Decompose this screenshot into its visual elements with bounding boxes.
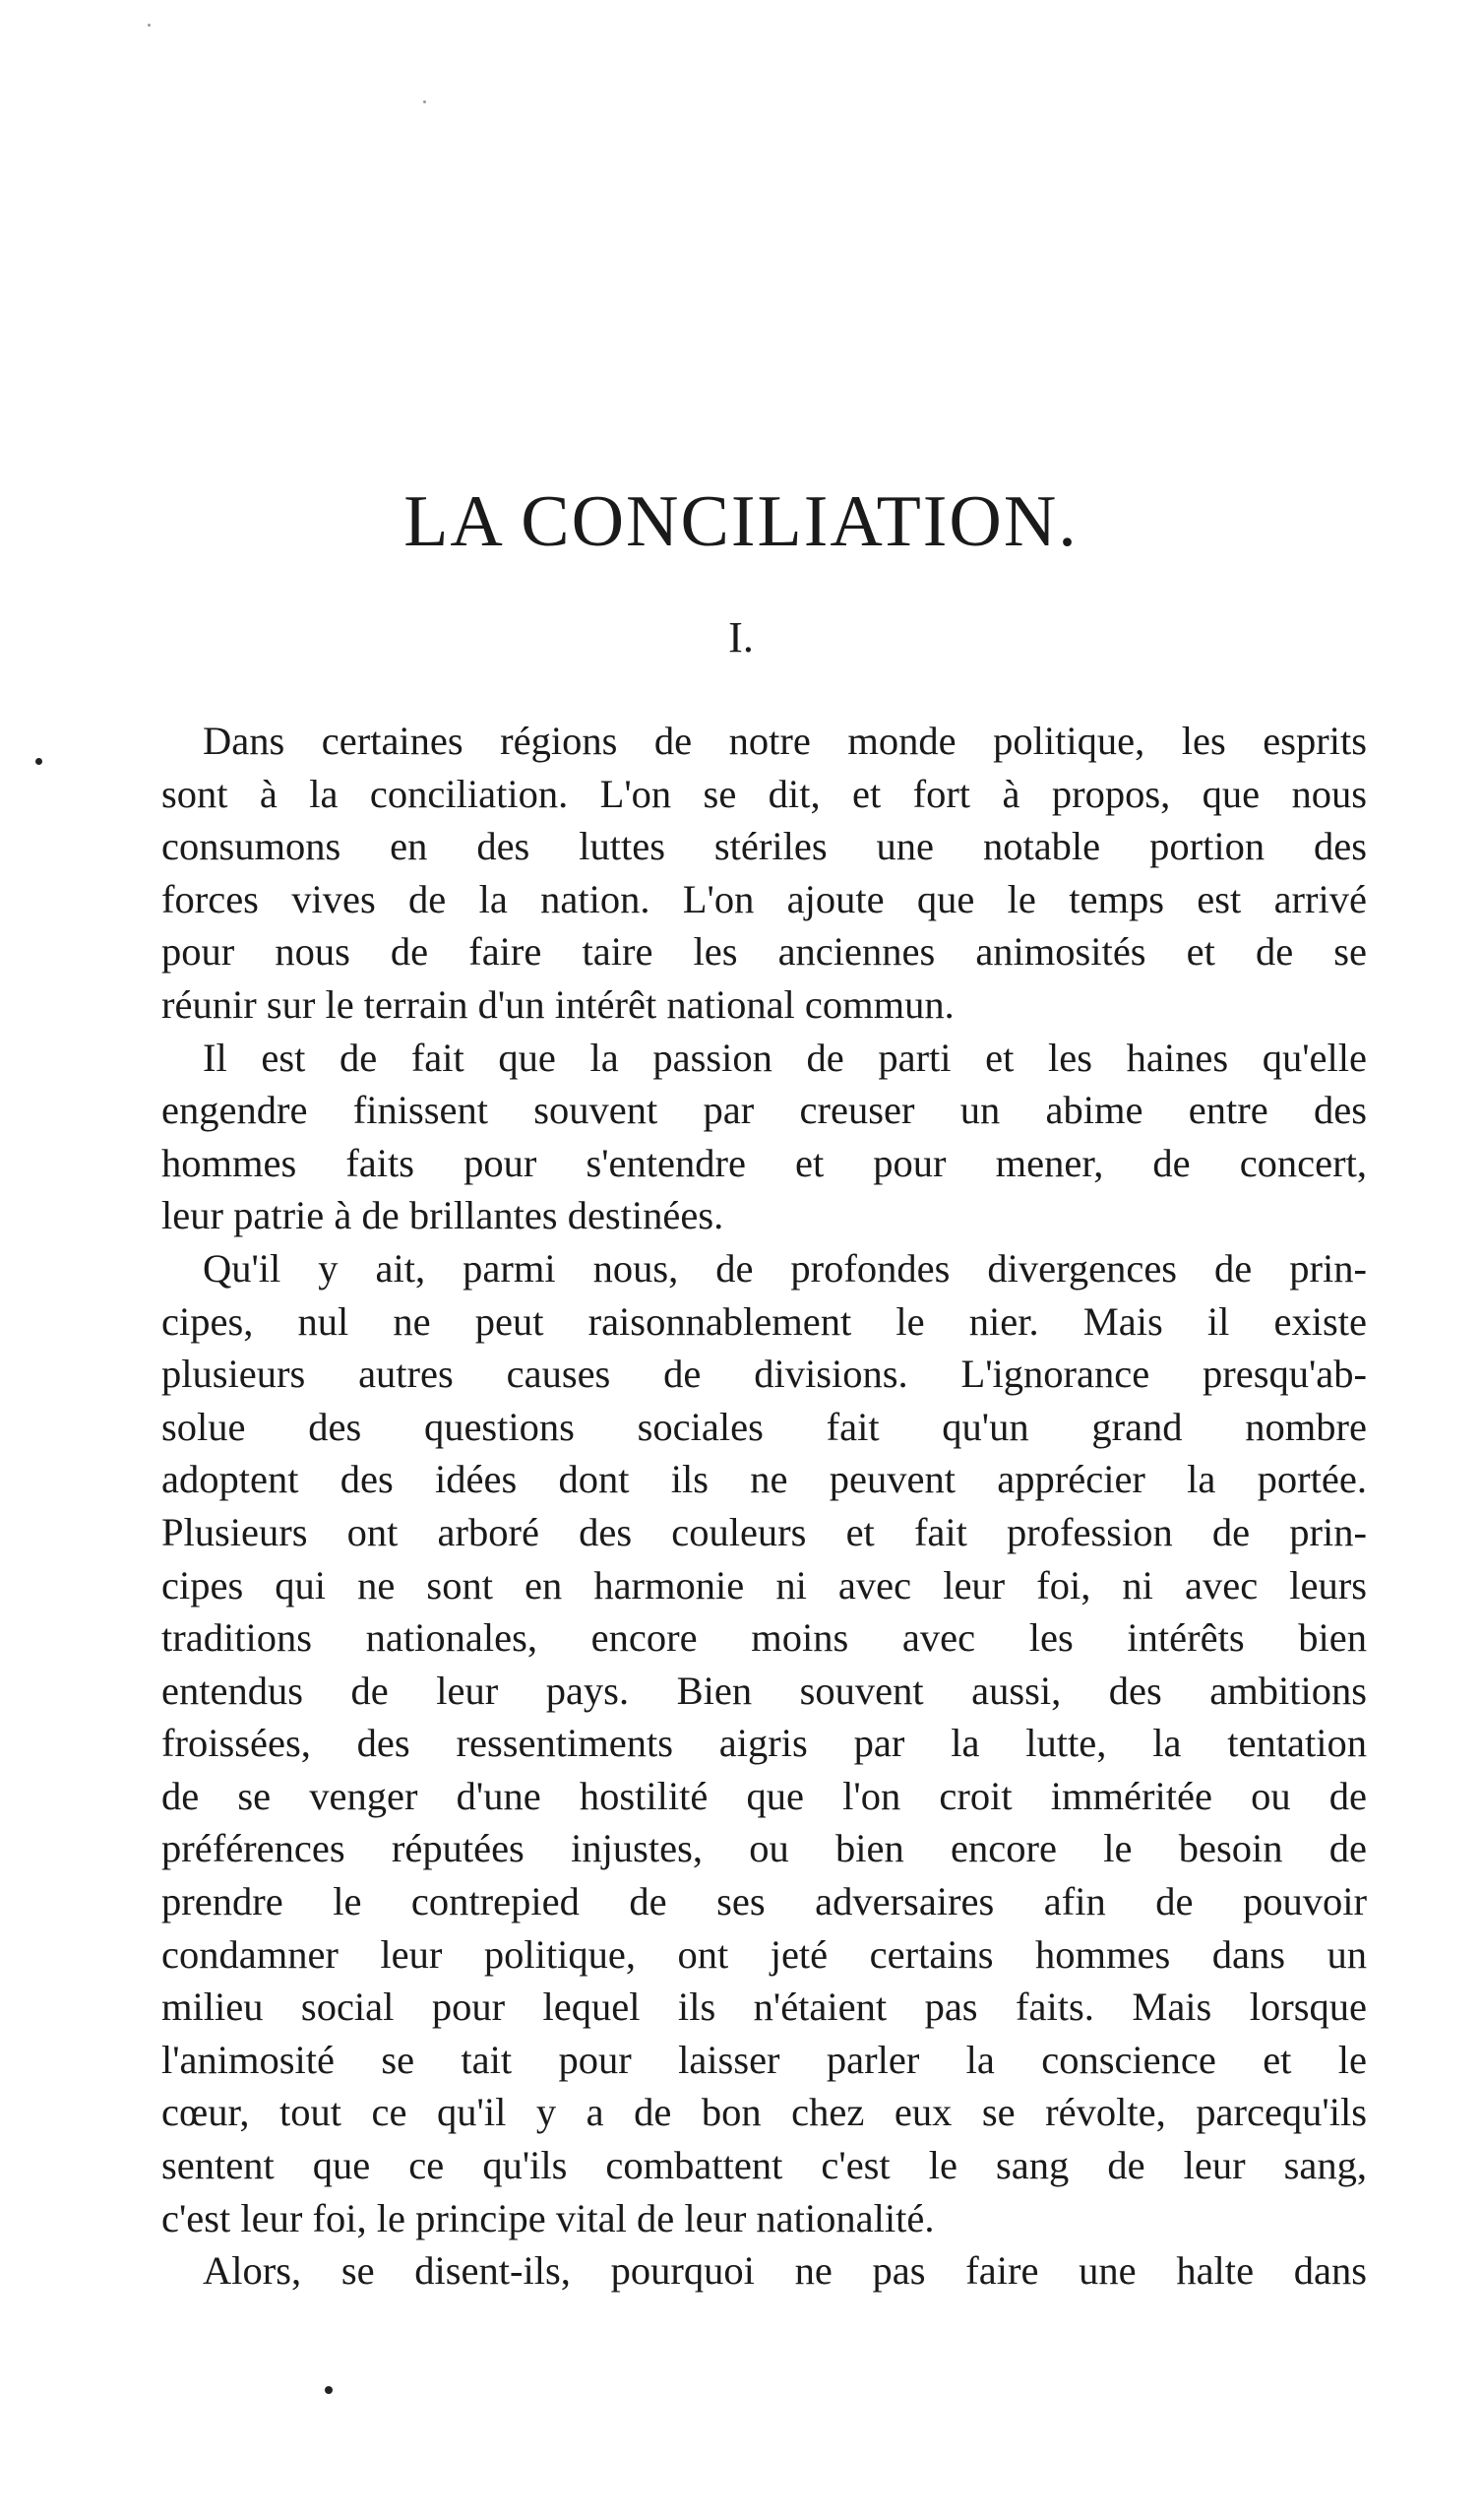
print-speck [148,24,151,27]
text-line: plusieurs autres causes de divisions. L'ignorance presqu'ab- [161,1352,1367,1397]
text-line: traditions nationales, encore moins avec les intérêts bien [161,1615,1367,1661]
paragraph-3 [161,1242,1367,2244]
text-line: leur patrie à de brillantes destinées. [161,1193,724,1238]
paragraph-1 [161,715,1367,1032]
chapter-title: LA CONCILIATION. [403,481,1079,562]
text-line: sont à la conciliation. L'on se dit, et fort à propos, que nous [161,771,1367,816]
text-line: Alors, se disent-ils, pourquoi ne pas faire une halte dans [203,2248,1367,2294]
text-line: cœur, tout ce qu'il y a de bon chez eux se révolte, parcequ'ils [161,2090,1367,2135]
text-line: réunir sur le terrain d'un intérêt national commun. [161,981,955,1027]
text-line: prendre le contrepied de ses adversaires afin de pouvoir [161,1879,1367,1924]
text-line: c'est leur foi, le principe vital de leur nationalité. [161,2195,935,2240]
text-line: cipes qui ne sont en harmonie ni avec leur foi, ni avec leurs [161,1562,1367,1607]
text-line: sentent que ce qu'ils combattent c'est le sang de leur sang, [161,2143,1367,2188]
text-line: Il est de fait que la passion de parti et les haines qu'elle [203,1035,1367,1080]
text-line: de se venger d'une hostilité que l'on croit imméritée ou de [161,1773,1367,1818]
section-number: I. [728,613,754,662]
text-line: engendre finissent souvent par creuser un abime entre des [161,1088,1367,1133]
text-line: préférences réputées injustes, ou bien encore le besoin de [161,1826,1367,1871]
body-text [161,715,1367,2298]
text-line: consumons en des luttes stériles une notable portion des [161,824,1367,869]
text-line: l'animosité se tait pour laisser parler la conscience et le [161,2037,1367,2082]
text-line: Plusieurs ont arboré des couleurs et fait profession de prin- [161,1509,1367,1554]
print-speck [35,758,42,765]
text-line: solue des questions sociales fait qu'un grand nombre [161,1404,1367,1449]
text-line: hommes faits pour s'entendre et pour mener, de concert, [161,1140,1367,1185]
text-line: entendus de leur pays. Bien souvent aussi, des ambitions [161,1668,1367,1713]
text-line: condamner leur politique, ont jeté certains hommes dans un [161,1931,1367,1977]
text-line: cipes, nul ne peut raisonnablement le nier. Mais il existe [161,1298,1367,1344]
text-line: adoptent des idées dont ils ne peuvent apprécier la portée. [161,1457,1367,1502]
text-line: pour nous de faire taire les anciennes animosités et de se [161,929,1367,975]
print-speck [423,100,426,103]
paragraph-2 [161,1032,1367,1242]
text-line: Dans certaines régions de notre monde politique, les esprits [203,719,1367,763]
text-line: froissées, des ressentiments aigris par la lutte, la tentation [161,1721,1367,1766]
text-line: Qu'il y ait, parmi nous, de profondes divergences de prin- [203,1245,1367,1291]
text-line: forces vives de la nation. L'on ajoute que le temps est arrivé [161,876,1367,921]
text-line: milieu social pour lequel ils n'étaient pas faits. Mais lorsque [161,1984,1367,2030]
paragraph-4 [161,2244,1367,2298]
print-speck [325,2386,333,2394]
